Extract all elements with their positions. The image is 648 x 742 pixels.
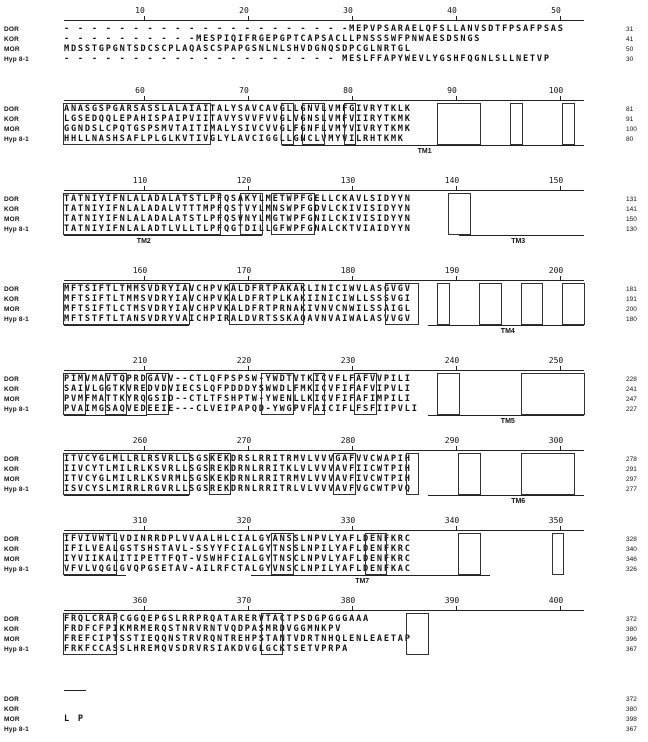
ruler-position-label: 120 <box>236 176 252 185</box>
residue-count: 191 <box>626 296 637 303</box>
conserved-residue-box <box>313 373 325 415</box>
ruler-tick <box>560 446 561 450</box>
position-ruler <box>64 610 584 611</box>
ruler-tick <box>248 366 249 370</box>
amino-acid-sequence: MFTSIFTLTMMSVDRYIAVCHPVKALDFRTPAKAKLINICIWVLASGVGV <box>64 284 412 294</box>
amino-acid-sequence: MDSSTGPGNTSDCSCPLAQASCSPAPGSNLNLSHVDGNQSDPCGLNRTGL <box>64 44 412 54</box>
residue-count: 141 <box>626 206 637 213</box>
ruler-position-label: 220 <box>236 356 252 365</box>
position-ruler <box>64 370 584 371</box>
ruler-tick <box>248 606 249 610</box>
conserved-residue-box <box>261 613 284 655</box>
species-label: DOR <box>4 696 20 703</box>
ruler-tick <box>352 96 353 100</box>
ruler-tick <box>560 16 561 20</box>
transmembrane-underline <box>282 145 584 146</box>
ruler-tick <box>456 446 457 450</box>
amino-acid-sequence: PIMVMAVTQPRDGAVV--CTLQFPSPSW-YWDTVTKICVFLFAFVVPILI <box>64 374 412 384</box>
ruler-position-label: 10 <box>135 6 145 15</box>
ruler-position-label: 100 <box>548 86 564 95</box>
residue-count: 130 <box>626 226 637 233</box>
conserved-residue-box <box>344 103 356 145</box>
position-ruler <box>64 190 584 191</box>
transmembrane-underline <box>428 415 584 416</box>
ruler-position-label: 300 <box>548 436 564 445</box>
amino-acid-sequence: FREFCIPTSSTIEQQNSTRVRQNTREHPSTANTVDRTNHQLENLEAETAP <box>64 634 412 644</box>
residue-count: 346 <box>626 556 637 563</box>
ruler-tick <box>248 186 249 190</box>
species-label: MOR <box>4 636 20 643</box>
conserved-residue-box <box>229 283 304 325</box>
conserved-residue-box <box>521 453 575 495</box>
ruler-position-label: 360 <box>132 596 148 605</box>
residue-count: 291 <box>626 466 637 473</box>
conserved-residue-box <box>63 613 117 655</box>
species-label: KOR <box>4 206 20 213</box>
species-label: MOR <box>4 216 20 223</box>
residue-count: 50 <box>626 46 634 53</box>
conserved-residue-box <box>437 283 449 325</box>
amino-acid-sequence: IYVIIKALITIPETTFQT-VSWHFCIALGYTNSCLNPVLYAFLDENFKRC <box>64 554 412 564</box>
conserved-residue-box <box>105 373 128 415</box>
ruler-tick <box>144 276 145 280</box>
conserved-residue-box <box>437 103 481 145</box>
residue-count: 30 <box>626 56 634 63</box>
ruler-tick <box>144 186 145 190</box>
species-label: DOR <box>4 376 20 383</box>
amino-acid-sequence: FRKFCCASSLHREMQVSDRVRSIAKDVGLGCKTSETVPRPA <box>64 644 350 654</box>
amino-acid-sequence: TATNIYIFNLALADTLVLLTLPFQGTDILLGFWPFGNALCKTVIAIDYYN <box>64 224 412 234</box>
amino-acid-sequence: LGSEDQQLEPAHISPAIPVIITAVYSVVFVVGLVGNSLVMFVIIRYTKMK <box>64 114 412 124</box>
amino-acid-sequence: ITVCYGLMLLRLRSVRLLSGSKEKDRSLRRITRMVLVVVGAFVVCWAPIH <box>64 454 412 464</box>
conserved-residue-box <box>562 103 574 145</box>
amino-acid-sequence: MFTSIFTLTMMSVDRYIAVCHPVKALDFRTPLKAKIINICIWLLSSSVGI <box>64 294 412 304</box>
conserved-residue-box <box>63 103 211 145</box>
species-label: DOR <box>4 616 20 623</box>
ruler-position-label: 330 <box>340 516 356 525</box>
conserved-residue-box <box>63 283 190 325</box>
residue-count: 131 <box>626 196 637 203</box>
ruler-position-label: 40 <box>447 6 457 15</box>
ruler-tick <box>248 96 249 100</box>
ruler-position-label: 110 <box>132 176 148 185</box>
conserved-residue-box <box>385 283 418 325</box>
residue-count: 227 <box>626 406 637 413</box>
species-label: MOR <box>4 476 20 483</box>
residue-count: 380 <box>626 626 637 633</box>
ruler-tick <box>560 96 561 100</box>
residue-count: 41 <box>626 36 634 43</box>
species-label: KOR <box>4 546 20 553</box>
amino-acid-sequence: MFTSIFTLCTMSVDRYIAVCHPVKALDFRTPRNAKIVNVCNWILSSAIGL <box>64 304 412 314</box>
residue-count: 372 <box>626 696 637 703</box>
transmembrane-underline <box>64 495 189 496</box>
ruler-position-label: 310 <box>132 516 148 525</box>
ruler-tick <box>560 606 561 610</box>
residue-count: 367 <box>626 726 637 733</box>
ruler-position-label: 350 <box>548 516 564 525</box>
residue-count: 367 <box>626 646 637 653</box>
species-label: DOR <box>4 196 20 203</box>
ruler-position-label: 70 <box>239 86 249 95</box>
ruler-position-label: 30 <box>343 6 353 15</box>
amino-acid-sequence: TATNIYIFNLALADALATSTLPFQSVNYLMGTWPFGNILCKIVISIDYYN <box>64 214 412 224</box>
residue-count: 277 <box>626 486 637 493</box>
residue-count: 328 <box>626 536 637 543</box>
ruler-tick <box>456 366 457 370</box>
amino-acid-sequence: ITVCYGLMILRLKSVRMLSGSKEKDRNLRRITRMVLVVVAVFIVCWTPIH <box>64 474 412 484</box>
conserved-residue-box <box>458 533 481 575</box>
ruler-position-label: 60 <box>135 86 145 95</box>
ruler-tick <box>248 16 249 20</box>
residue-count: 181 <box>626 286 637 293</box>
species-label: MOR <box>4 306 20 313</box>
ruler-position-label: 320 <box>236 516 252 525</box>
position-ruler <box>64 690 86 691</box>
ruler-tick <box>456 606 457 610</box>
transmembrane-underline <box>428 495 584 496</box>
species-label: KOR <box>4 466 20 473</box>
species-label: Hyp 8-1 <box>4 136 29 143</box>
amino-acid-sequence: ANASGSPGARSASSLALAIAITALYSAVCAVGLLGNVLVMFGIVRYTKLK <box>64 104 412 114</box>
conserved-residue-box <box>240 193 263 235</box>
species-label: KOR <box>4 296 20 303</box>
conserved-residue-box <box>437 373 460 415</box>
conserved-residue-box <box>261 373 294 415</box>
ruler-position-label: 150 <box>548 176 564 185</box>
ruler-tick <box>352 276 353 280</box>
conserved-residue-box <box>63 533 117 575</box>
transmembrane-label: TM5 <box>500 418 515 425</box>
sequence-row <box>0 724 648 735</box>
species-label: KOR <box>4 116 20 123</box>
ruler-position-label: 170 <box>236 266 252 275</box>
ruler-tick <box>352 606 353 610</box>
ruler-tick <box>144 96 145 100</box>
amino-acid-sequence: PVAIMGSAQVEDEEIE---CLVEIPAPQD-YWGPVFAICIFLFSFIIPVLI <box>64 404 419 414</box>
ruler-tick <box>144 526 145 530</box>
species-label: Hyp 8-1 <box>4 726 29 733</box>
amino-acid-sequence: IFVIVWTLVDINRRDPLVVAALHLCIALGYANSSLNPVLYAFLDENFKRC <box>64 534 412 544</box>
species-label: DOR <box>4 536 20 543</box>
transmembrane-label: TM7 <box>355 578 370 585</box>
residue-count: 180 <box>626 316 637 323</box>
species-label: Hyp 8-1 <box>4 646 29 653</box>
species-label: DOR <box>4 456 20 463</box>
ruler-position-label: 140 <box>444 176 460 185</box>
amino-acid-sequence: TATNIYIFNLALADALATSTLPFQSAKYLMETWPFGELLCKAVLSIDYYN <box>64 194 412 204</box>
ruler-tick <box>248 526 249 530</box>
ruler-position-label: 210 <box>132 356 148 365</box>
amino-acid-sequence: HHLLNASHSAFLPLGLKVTIVGLYLAVCIGGLLGNCLVMYVILRHTKMK <box>64 134 405 144</box>
ruler-position-label: 80 <box>343 86 353 95</box>
conserved-residue-box <box>521 283 544 325</box>
ruler-position-label: 390 <box>444 596 460 605</box>
residue-count: 372 <box>626 616 637 623</box>
conserved-residue-box <box>63 453 190 495</box>
amino-acid-sequence: GGNDSLCPQTGSPSMVTAITIMALYSIVCVVGLFGNFLVMYVIVRYTKMK <box>64 124 412 134</box>
amino-acid-sequence: SAIVLGGTKVREDVDVIECSLQFPDDDYSWWDLFMKICVFIFAFVIPVLI <box>64 384 412 394</box>
residue-count: 228 <box>626 376 637 383</box>
ruler-tick <box>352 186 353 190</box>
ruler-position-label: 190 <box>444 266 460 275</box>
ruler-tick <box>352 446 353 450</box>
ruler-position-label: 130 <box>340 176 356 185</box>
ruler-tick <box>456 276 457 280</box>
amino-acid-sequence: ISVCYSLMIRRLRGVRLLSGSREKDRNLRRITRLVLVVVAVFVGCWTPVQ <box>64 484 412 494</box>
species-label: Hyp 8-1 <box>4 406 29 413</box>
ruler-tick <box>248 446 249 450</box>
ruler-position-label: 90 <box>447 86 457 95</box>
residue-count: 91 <box>626 116 634 123</box>
residue-count: 31 <box>626 26 634 33</box>
residue-count: 396 <box>626 636 637 643</box>
conserved-residue-box <box>406 613 429 655</box>
species-label: Hyp 8-1 <box>4 566 29 573</box>
ruler-position-label: 250 <box>548 356 564 365</box>
conserved-residue-box <box>479 283 502 325</box>
residue-count: 278 <box>626 456 637 463</box>
species-label: Hyp 8-1 <box>4 486 29 493</box>
residue-count: 241 <box>626 386 637 393</box>
amino-acid-sequence: - - - - - - - - - - - - - - - - - - - - -MEPVPSARAELQFSLLANVSDTFPSAFPSAS <box>64 24 565 34</box>
residue-count: 340 <box>626 546 637 553</box>
species-label: MOR <box>4 126 20 133</box>
amino-acid-sequence: IFILVEALGSTSHSTAVL-SSYYFCIALGYTNSSLNPILYAFLDENFKRC <box>64 544 412 554</box>
conserved-residue-box <box>562 283 585 325</box>
transmembrane-label: TM6 <box>511 498 526 505</box>
ruler-position-label: 290 <box>444 436 460 445</box>
conserved-residue-box <box>333 453 356 495</box>
ruler-tick <box>144 366 145 370</box>
ruler-position-label: 260 <box>132 436 148 445</box>
ruler-tick <box>456 186 457 190</box>
transmembrane-label: TM1 <box>417 148 432 155</box>
species-label: Hyp 8-1 <box>4 226 29 233</box>
residue-count: 380 <box>626 706 637 713</box>
transmembrane-underline <box>459 235 584 236</box>
ruler-tick <box>456 16 457 20</box>
sequence-row <box>0 54 648 65</box>
residue-count: 297 <box>626 476 637 483</box>
residue-count: 326 <box>626 566 637 573</box>
ruler-tick <box>560 276 561 280</box>
conserved-residue-box <box>271 533 294 575</box>
transmembrane-underline <box>428 325 584 326</box>
ruler-position-label: 20 <box>239 6 249 15</box>
residue-count: 80 <box>626 136 634 143</box>
ruler-tick <box>456 96 457 100</box>
transmembrane-label: TM4 <box>500 328 515 335</box>
position-ruler <box>64 20 584 21</box>
amino-acid-sequence: TATNIYIFNLALADALVTTTMPFQSTVYLMNSWPFGDVLCKIVISIDYYN <box>64 204 412 214</box>
amino-acid-sequence: FRDFCFPIKMRMERQSTNRVRNTVQDPASMRDVGGMNKPV <box>64 624 343 634</box>
amino-acid-sequence: - - - - - - - - - - - - - - - - - - - - MESLFFAPYWEVLYGSHFQGNLSLLNETVP <box>64 54 551 64</box>
conserved-residue-box <box>365 533 388 575</box>
ruler-tick <box>248 276 249 280</box>
ruler-tick <box>144 446 145 450</box>
transmembrane-label: TM2 <box>136 238 151 245</box>
ruler-position-label: 400 <box>548 596 564 605</box>
residue-count: 247 <box>626 396 637 403</box>
ruler-tick <box>560 366 561 370</box>
position-ruler <box>64 530 584 531</box>
position-ruler <box>64 280 584 281</box>
transmembrane-underline <box>64 575 126 576</box>
transmembrane-underline <box>64 325 189 326</box>
species-label: KOR <box>4 386 20 393</box>
position-ruler <box>64 450 584 451</box>
conserved-residue-box <box>302 103 325 145</box>
species-label: Hyp 8-1 <box>4 56 29 63</box>
species-label: MOR <box>4 716 20 723</box>
amino-acid-sequence: MFTSTFTLTANSVDRYVAICHPIRALDVRTSSKAQAVNVAIWALASVVGV <box>64 314 412 324</box>
conserved-residue-box <box>209 453 232 495</box>
ruler-position-label: 270 <box>236 436 252 445</box>
residue-count: 398 <box>626 716 637 723</box>
conserved-residue-box <box>146 373 169 415</box>
ruler-tick <box>352 526 353 530</box>
conserved-residue-box <box>271 193 315 235</box>
position-ruler <box>64 100 584 101</box>
transmembrane-underline <box>64 415 147 416</box>
ruler-tick <box>560 526 561 530</box>
amino-acid-sequence: L P <box>64 714 85 724</box>
amino-acid-sequence: - - - - - - - - - -MESPIQIFRGEPGPTCAPSACLLPNSSSWFPNWAESDSNGS <box>64 34 482 44</box>
ruler-tick <box>352 366 353 370</box>
species-label: MOR <box>4 46 20 53</box>
conserved-residue-box <box>406 453 418 495</box>
transmembrane-underline <box>251 575 490 576</box>
species-label: Hyp 8-1 <box>4 316 29 323</box>
ruler-tick <box>144 606 145 610</box>
conserved-residue-box <box>354 373 377 415</box>
amino-acid-sequence: PVMFMATTKYRQGSID--CTLTFSHPTW-YWENLLKICVFIFAFIMPILI <box>64 394 412 404</box>
conserved-residue-box <box>281 103 293 145</box>
residue-count: 200 <box>626 306 637 313</box>
conserved-residue-box <box>521 373 585 415</box>
ruler-position-label: 370 <box>236 596 252 605</box>
conserved-residue-box <box>63 193 221 235</box>
species-label: MOR <box>4 556 20 563</box>
residue-count: 150 <box>626 216 637 223</box>
residue-count: 81 <box>626 106 634 113</box>
ruler-position-label: 280 <box>340 436 356 445</box>
ruler-position-label: 180 <box>340 266 356 275</box>
species-label: DOR <box>4 26 20 33</box>
species-label: MOR <box>4 396 20 403</box>
ruler-position-label: 200 <box>548 266 564 275</box>
amino-acid-sequence: VFVLVQGLGVQPGSETAV-AILRFCTALGYVNSCLNPILYAFLDENFKAC <box>64 564 412 574</box>
conserved-residue-box <box>448 193 471 235</box>
amino-acid-sequence: FRQLCRAPCGGQEPGSLRRPRQATARERVTACTPSDGPGGGAAA <box>64 614 370 624</box>
species-label: KOR <box>4 706 20 713</box>
amino-acid-sequence: IIVCYTLMILRLKSVRLLSGSREKDRNLRRITKLVLVVVAVFIICWTPIH <box>64 464 412 474</box>
ruler-tick <box>352 16 353 20</box>
conserved-residue-box <box>552 533 564 575</box>
ruler-position-label: 380 <box>340 596 356 605</box>
species-label: DOR <box>4 106 20 113</box>
transmembrane-label: TM3 <box>511 238 526 245</box>
ruler-position-label: 230 <box>340 356 356 365</box>
residue-count: 100 <box>626 126 637 133</box>
species-label: KOR <box>4 626 20 633</box>
species-label: KOR <box>4 36 20 43</box>
ruler-position-label: 50 <box>551 6 561 15</box>
ruler-tick <box>560 186 561 190</box>
ruler-position-label: 340 <box>444 516 460 525</box>
ruler-tick <box>144 16 145 20</box>
ruler-position-label: 240 <box>444 356 460 365</box>
conserved-residue-box <box>63 373 86 415</box>
ruler-tick <box>456 526 457 530</box>
conserved-residue-box <box>510 103 522 145</box>
conserved-residue-box <box>458 453 481 495</box>
ruler-position-label: 160 <box>132 266 148 275</box>
species-label: DOR <box>4 286 20 293</box>
transmembrane-underline <box>64 235 262 236</box>
